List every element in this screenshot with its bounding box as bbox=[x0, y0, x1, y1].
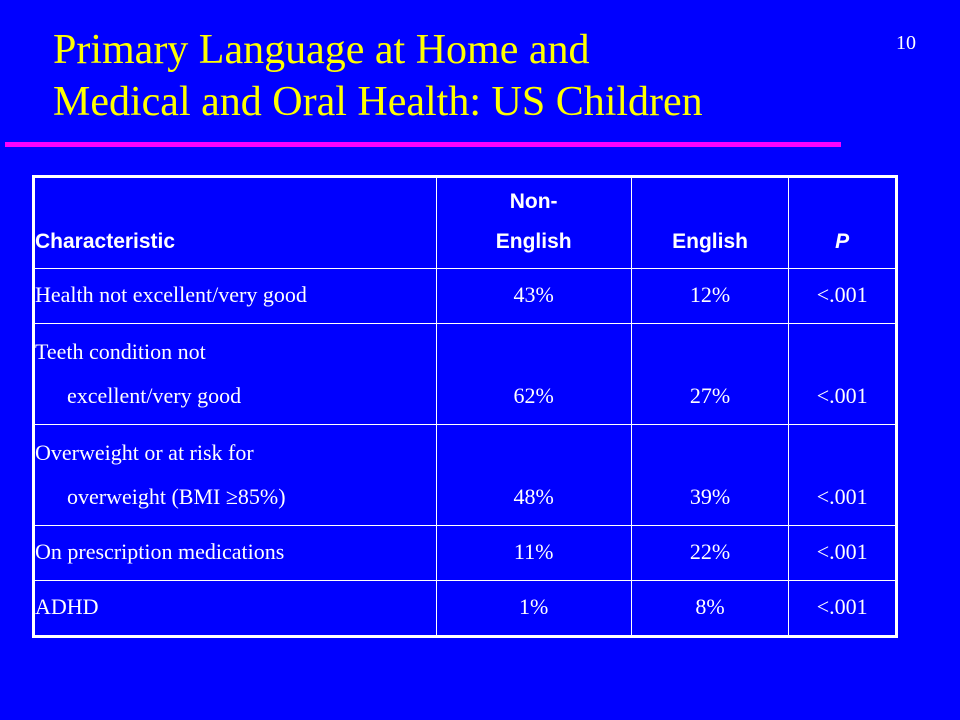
characteristic-line1: Teeth condition not bbox=[35, 339, 206, 364]
header-english: English bbox=[631, 177, 789, 269]
row-non-english-value: 43% bbox=[436, 269, 631, 324]
row-english-value: 39% bbox=[631, 425, 789, 526]
slide-title bbox=[53, 24, 893, 128]
title-line-2: Medical and Oral Health: US Children bbox=[53, 79, 703, 125]
characteristic-line1: Health not excellent/very good bbox=[35, 282, 307, 307]
characteristic-line1: On prescription medications bbox=[35, 539, 285, 564]
row-p-value: <.001 bbox=[789, 581, 897, 637]
row-p-value: <.001 bbox=[789, 425, 897, 526]
characteristic-line1: Overweight or at risk for bbox=[35, 440, 254, 465]
row-non-english-value: 62% bbox=[436, 324, 631, 425]
row-english-value: 12% bbox=[631, 269, 789, 324]
characteristic-line2: overweight (BMI ≥85%) bbox=[67, 484, 286, 509]
table-row bbox=[34, 324, 897, 425]
header-non-english-line1: Non- bbox=[509, 190, 558, 213]
table-header-row bbox=[34, 177, 897, 269]
row-non-english-value: 48% bbox=[436, 425, 631, 526]
table-row bbox=[34, 269, 897, 324]
slide-number: 10 bbox=[896, 32, 916, 54]
table-row bbox=[34, 425, 897, 526]
table-row bbox=[34, 581, 897, 637]
title-line-1: Primary Language at Home and bbox=[53, 27, 590, 73]
row-p-value: <.001 bbox=[789, 526, 897, 581]
header-characteristic: Characteristic bbox=[34, 177, 437, 269]
row-english-value: 22% bbox=[631, 526, 789, 581]
row-english-value: 27% bbox=[631, 324, 789, 425]
title-underline-rule bbox=[5, 142, 841, 147]
row-english-value: 8% bbox=[631, 581, 789, 637]
characteristic-line1: ADHD bbox=[35, 594, 99, 619]
row-p-value: <.001 bbox=[789, 324, 897, 425]
row-characteristic bbox=[34, 324, 437, 425]
row-non-english-value: 1% bbox=[436, 581, 631, 637]
row-characteristic bbox=[34, 425, 437, 526]
row-non-english-value: 11% bbox=[436, 526, 631, 581]
table-row bbox=[34, 526, 897, 581]
header-non-english-line2: English bbox=[495, 230, 572, 253]
health-comparison-table bbox=[32, 175, 898, 638]
row-characteristic bbox=[34, 581, 437, 637]
characteristic-line2: excellent/very good bbox=[67, 383, 242, 408]
row-characteristic bbox=[34, 526, 437, 581]
header-p-value: P bbox=[789, 177, 897, 269]
row-p-value: <.001 bbox=[789, 269, 897, 324]
row-characteristic bbox=[34, 269, 437, 324]
header-non-english bbox=[436, 177, 631, 269]
